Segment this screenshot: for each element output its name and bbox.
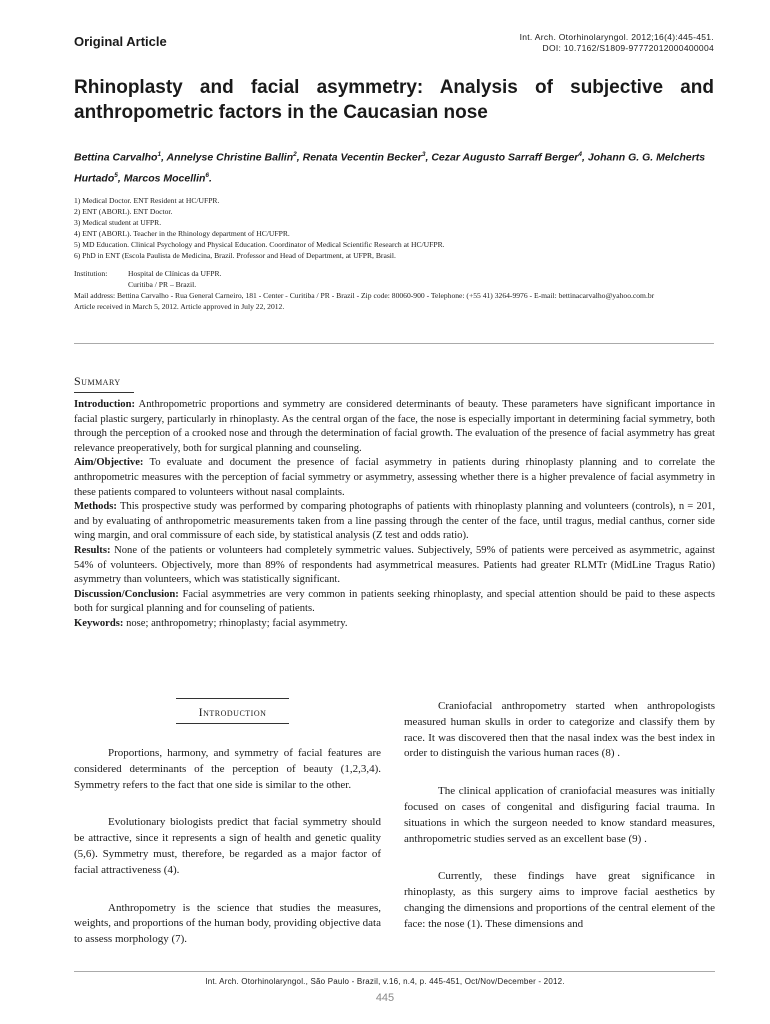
introduction-rule-top <box>176 698 289 699</box>
abstract-section-text: Facial asymmetries are very common in patients seeking rhinoplasty, and special attention should be paid to these aspects both for surgical planning and for counseling of patients. <box>74 588 715 615</box>
affiliation-item: 5) MD Education. Clinical Psychology and Physical Education. Coordinator of Medical Scientific Research at HC/UFPR. <box>74 240 445 249</box>
body-column-right <box>404 699 715 955</box>
institution-block <box>74 268 714 312</box>
page-number: 445 <box>375 992 395 1004</box>
abstract-section <box>74 500 715 544</box>
introduction-rule-bottom <box>176 723 289 724</box>
abstract-section <box>74 456 715 500</box>
abstract-section-text: This prospective study was performed by comparing photographs of patients with rhinoplasty planning and volunteers (controls), n = 201, and by evaluating of anthropometric measurements taken from a line passing through the center of the face, until tragus, medial canthus, corner side wing margin, and oral commissure of each side, by statistical analysis (Z test and odds ratio). <box>74 501 715 542</box>
author: Renata Vecentin Becker <box>302 151 422 164</box>
affiliation-item: 4) ENT (ABORL). Teacher in the Rhinology department of HC/UFPR. <box>74 229 290 238</box>
abstract-section-label: Discussion/Conclusion: <box>74 588 179 600</box>
body-paragraph: Anthropometry is the science that studies the measures, weights, and proportions of the human body, providing objective data to assess morphology (7). <box>74 901 381 946</box>
introduction-heading: Introduction <box>198 705 267 719</box>
abstract-section-text: None of the patients or volunteers had completely symmetric values. Subjectively, 59% of patients were perceived as asymmetric, against 54% of volunteers. Objectively, more than 89% of respondents had asymmetrical measures. Patients had greater RLMTr (MidLine Tragus Ratio) asymmetry than volunteers, which was statistically significant. <box>74 544 715 586</box>
body-paragraph: Craniofacial anthropometry started when anthropologists measured human skulls in order to categorize and classify them by race. It was discovered then that the nasal index was the best index in order to distinguish the various human races (8) . <box>404 700 715 760</box>
author-separator: , <box>425 151 432 164</box>
footer-citation: Int. Arch. Otorhinolaryngol., São Paulo - Brazil, v.16, n.4, p. 445-451, Oct/Nov/December - 2012. <box>205 977 565 986</box>
article-dates: Article received in March 5, 2012. Article approved in July 22, 2012. <box>74 302 285 311</box>
affiliation-list <box>74 195 714 261</box>
body-column-left <box>74 746 381 970</box>
title-line-1: Rhinoplasty and facial asymmetry: Analysis of subjective and <box>74 77 714 98</box>
abstract-section <box>74 398 715 456</box>
author: Johann G. G. Melcherts Hurtado <box>74 151 706 184</box>
body-paragraph: The clinical application of craniofacial measures was initially focused on cases of congenital and disfiguring facial trauma. In situations in which the surgeon needed to know standard measures, anthropometric studies served as an excellent base (9) . <box>404 785 715 845</box>
author-affiliation-mark: 4 <box>578 151 582 158</box>
abstract-keywords <box>74 617 715 632</box>
article-title <box>74 75 714 125</box>
abstract-section-label: Aim/Objective: <box>74 457 144 469</box>
body-paragraph: Currently, these findings have great significance in rhinoplasty, as this surgery aims to improve facial aesthetics by changing the dimensions and proportions of the central element of the face: the nose (1). These dimensions and <box>404 870 715 930</box>
institution-label: Institution: <box>74 269 108 278</box>
abstract-section-label: Keywords: <box>74 617 124 629</box>
body-paragraph: Proportions, harmony, and symmetry of facial features are considered determinants of the perception of beauty (1,2,3,4). Symmetry refers to the fact that one side is similar to the other. <box>74 747 381 791</box>
abstract-section-text: Anthropometric proportions and symmetry are considered determinants of beauty. These parameters have significant importance in facial plastic surgery, particularly in rhinoplasty. As the central organ of the face, the nose is especially important in determining facial symmetry, both through the perception of a crooked nose and through the determination of facial growth. The evaluation of the presence of facial asymmetry has great relevance preoperatively, both for surgical planning and counseling. <box>74 399 715 454</box>
summary-heading: Summary <box>74 374 121 388</box>
divider <box>74 343 714 344</box>
abstract-section-text: To evaluate and document the presence of facial asymmetry in patients during rhinoplasty planning and to correlate the anthropometric measures with the perception of facial symmetry or asymmetry, assessing whether there is a higher prevalence of facial asymmetry in these patients compared to volunteers without nasal complaints. <box>74 457 715 498</box>
journal-doi: DOI: 10.7162/S1809-97772012000400004 <box>542 43 714 53</box>
author-affiliation-mark: 1 <box>157 151 162 158</box>
author-affiliation-mark: 6 <box>205 171 210 179</box>
mail-address: Mail address: Bettina Carvalho - Rua General Carneiro, 181 - Center - Curitiba / PR - Brazil - Zip code: 80060-900 - Telephone: (+55 41) 3264-9976 - E-mail: bettinacarvalho@yahoo.com.br <box>74 291 655 300</box>
summary-underline <box>74 392 134 393</box>
affiliation-item: 3) Medical student at UFPR. <box>74 218 162 227</box>
author-affiliation-mark: 5 <box>114 171 118 179</box>
affiliation-item: 1) Medical Doctor. ENT Resident at HC/UFPR. <box>74 196 220 205</box>
title-line-2: anthropometric factors in the Caucasian nose <box>74 102 488 123</box>
author: Annelyse Christine Ballin <box>166 151 294 164</box>
abstract <box>74 398 715 632</box>
author-separator: , <box>161 151 167 164</box>
abstract-section <box>74 588 715 617</box>
author-separator: , <box>117 172 124 184</box>
journal-reference <box>520 32 714 54</box>
abstract-section-text: nose; anthropometry; rhinoplasty; facial asymmetry. <box>123 617 348 629</box>
journal-citation: Int. Arch. Otorhinolaryngol. 2012;16(4):445-451. <box>519 32 714 42</box>
affiliation-item: 2) ENT (ABORL). ENT Doctor. <box>74 207 173 216</box>
author: Marcos Mocellin <box>123 172 206 184</box>
section-label: Original Article <box>74 34 167 49</box>
author-separator: . <box>209 172 212 184</box>
affiliation-item: 6) PhD in ENT (Escola Paulista de Medicina, Brazil. Professor and Head of Department, at UFPR, Brasil. <box>74 251 396 260</box>
author: Bettina Carvalho <box>74 151 158 164</box>
abstract-section-label: Introduction: <box>74 399 136 410</box>
footer-divider <box>74 971 715 972</box>
author-list <box>74 146 716 187</box>
abstract-section-label: Methods: <box>74 501 117 513</box>
author-separator: , <box>296 151 303 164</box>
abstract-section <box>74 544 715 588</box>
author-separator: , <box>582 151 588 164</box>
body-paragraph: Evolutionary biologists predict that facial symmetry should be attractive, since it represents a sign of health and genetic quality (5,6). Symmetry must, therefore, be regarded as a major factor of facial attractiveness (4). <box>74 816 381 876</box>
institution-name: Hospital de Clínicas da UFPR. <box>128 269 222 278</box>
author: Cezar Augusto Sarraff Berger <box>431 151 579 164</box>
author-affiliation-mark: 2 <box>293 151 297 158</box>
institution-location: Curitiba / PR – Brazil. <box>128 280 197 289</box>
author-affiliation-mark: 3 <box>421 151 426 158</box>
abstract-section-label: Results: <box>74 544 111 556</box>
